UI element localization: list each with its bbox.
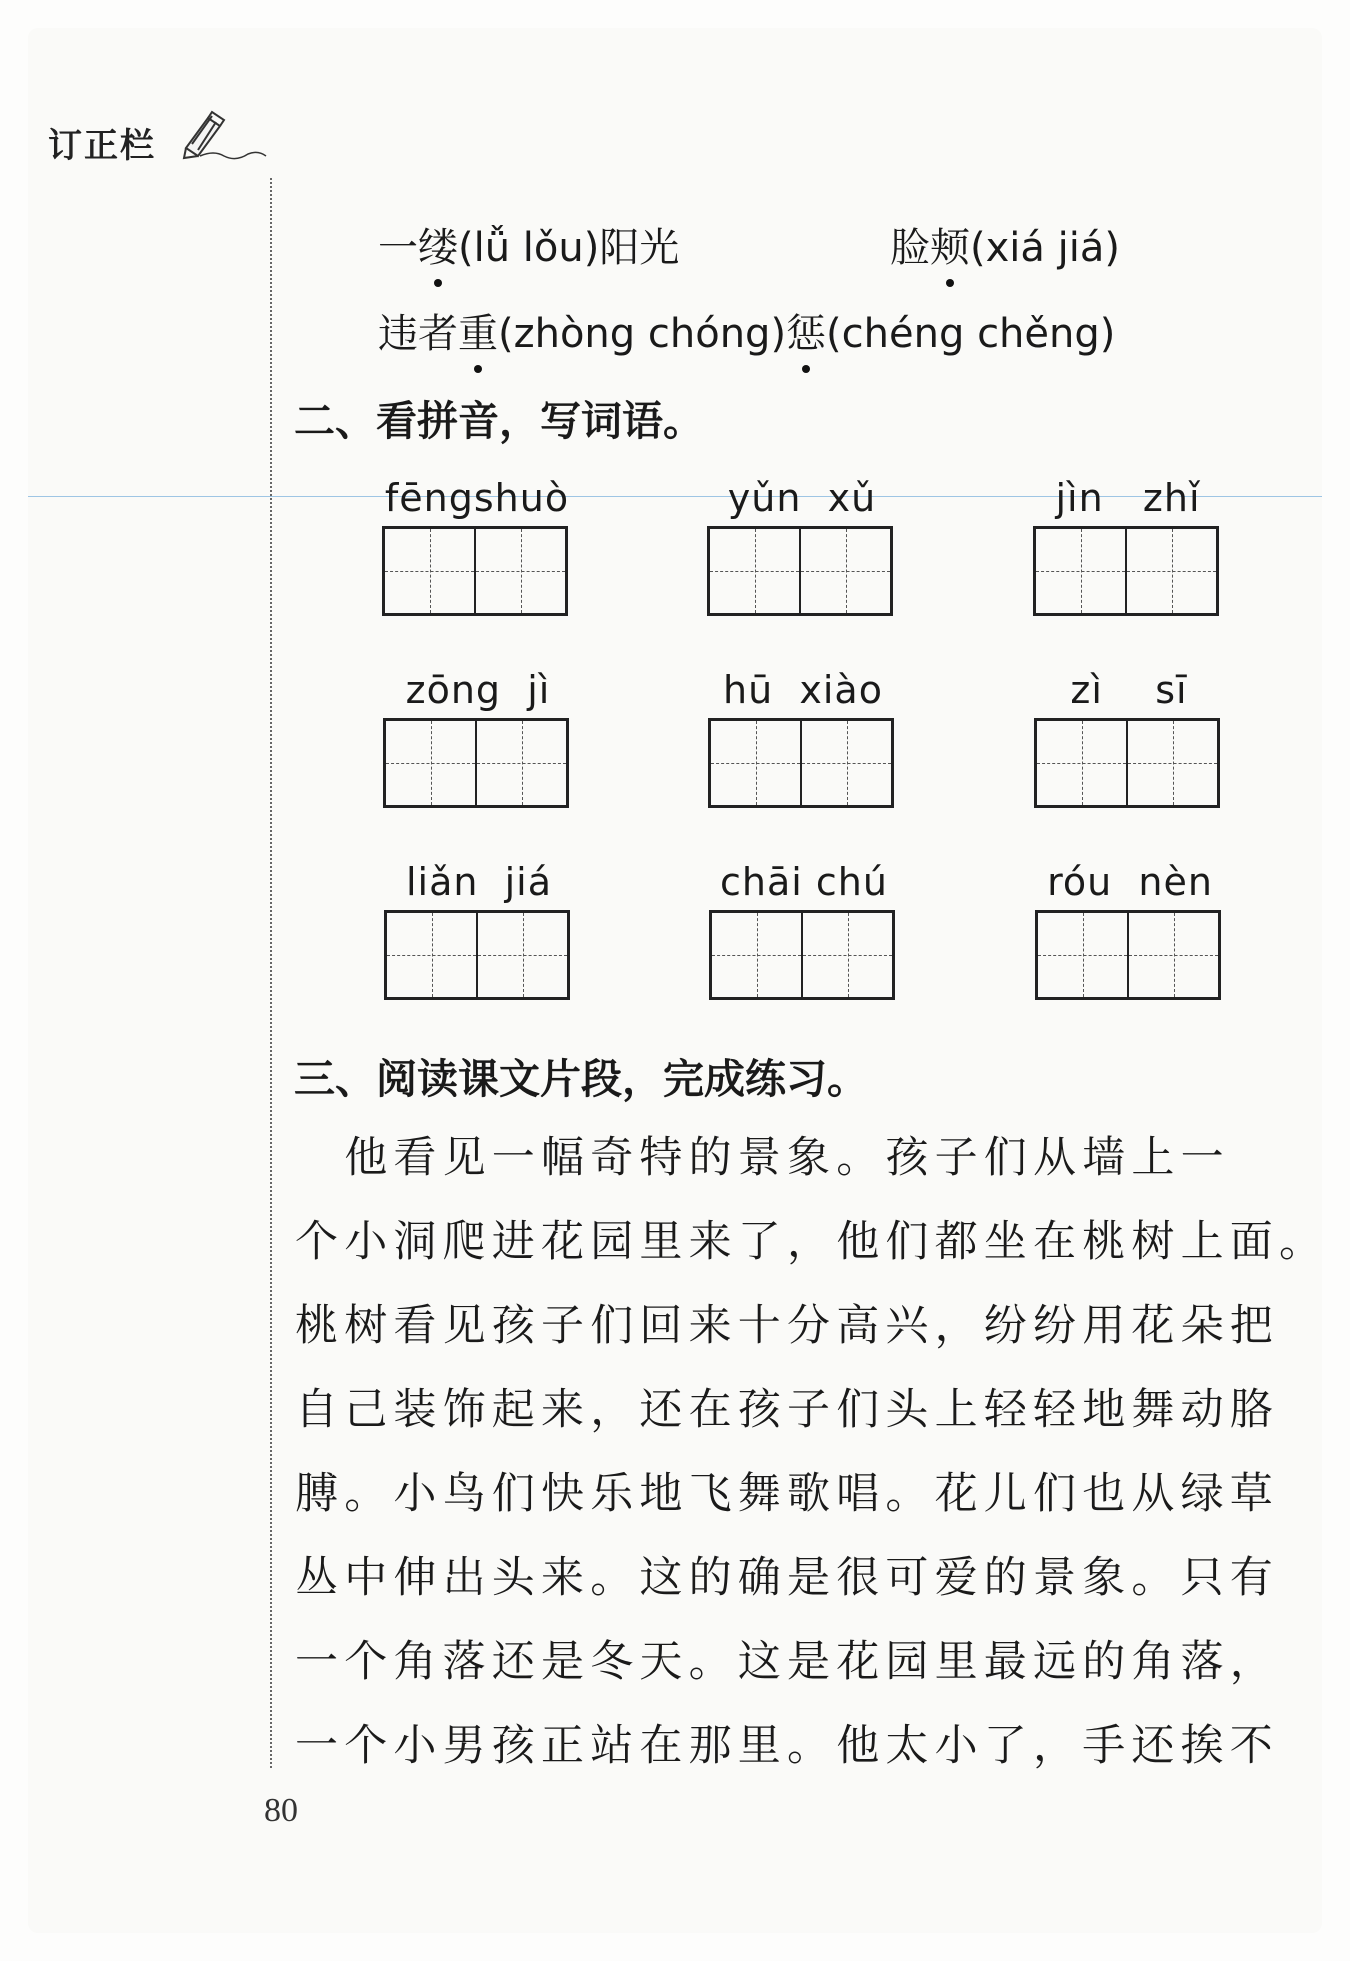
marked-char: 缕 [418,216,458,273]
passage-line: 一个小男孩正站在那里。他太小了，手还挨不 [295,1721,1279,1771]
marked-char: 重 [458,302,498,359]
writing-grid[interactable] [1034,718,1220,808]
word-pinyin: fēngshuò [384,476,570,520]
text: (lǚ lǒu)阳光 [458,225,680,271]
passage-line: 桃树看见孩子们回来十分高兴，纷纷用花朵把 [295,1301,1279,1351]
text: 一 [378,225,418,271]
word-pinyin: liǎn jiá [405,860,553,904]
writing-grid[interactable] [709,910,895,1000]
writing-grid[interactable] [707,526,893,616]
writing-grid[interactable] [1033,526,1219,616]
marked-char: 颊 [930,216,970,273]
passage-line: 自己装饰起来，还在孩子们头上轻轻地舞动胳 [295,1385,1279,1435]
text: (xiá jiá) [970,225,1120,271]
pinyin-choice-line-1 [378,216,679,273]
word-box-1 [382,472,572,616]
pinyin-choice-line-2 [378,302,1115,359]
section-2-title: 二、看拼音，写词语。 [294,397,704,445]
writing-grid[interactable] [1035,910,1221,1000]
pinyin-choice-line-1b [890,216,1120,273]
page-number: 80 [264,1792,298,1829]
pencil-icon [178,106,268,162]
word-box-7 [384,856,574,1000]
word-box-5 [708,664,898,808]
word-box-8 [709,856,899,1000]
text: 违者 [378,311,458,357]
marked-char: 惩 [786,302,826,359]
word-pinyin: jìn zhǐ [1055,476,1201,520]
reading-passage [295,1116,1329,1788]
word-pinyin: yǔn xǔ [727,476,877,520]
word-pinyin: hū xiào [723,668,883,712]
correction-column-title: 订正栏 [48,126,156,166]
word-pinyin: chāi chú [720,860,888,904]
word-box-9 [1035,856,1225,1000]
text: 脸 [890,225,930,271]
passage-line: 个小洞爬进花园里来了，他们都坐在桃树上面。 [295,1217,1329,1267]
passage-line: 一个角落还是冬天。这是花园里最远的角落， [295,1637,1279,1687]
word-box-6 [1034,664,1224,808]
word-box-3 [1033,472,1223,616]
writing-grid[interactable] [708,718,894,808]
writing-grid[interactable] [382,526,568,616]
word-pinyin: zì sī [1070,668,1188,712]
writing-grid[interactable] [383,718,569,808]
text: (zhòng chóng) [498,311,787,357]
word-pinyin: róu nèn [1047,860,1213,904]
margin-divider [270,178,272,1768]
text: (chéng chěng) [826,311,1116,357]
passage-line: 丛中伸出头来。这的确是很可爱的景象。只有 [295,1553,1279,1603]
section-3-title: 三、阅读课文片段，完成练习。 [294,1055,868,1103]
word-box-2 [707,472,897,616]
writing-grid[interactable] [384,910,570,1000]
passage-line: 他看见一幅奇特的景象。孩子们从墙上一 [295,1133,1230,1183]
passage-line: 膊。小鸟们快乐地飞舞歌唱。花儿们也从绿草 [295,1469,1279,1519]
word-pinyin: zōng jì [405,668,551,712]
word-box-4 [383,664,573,808]
